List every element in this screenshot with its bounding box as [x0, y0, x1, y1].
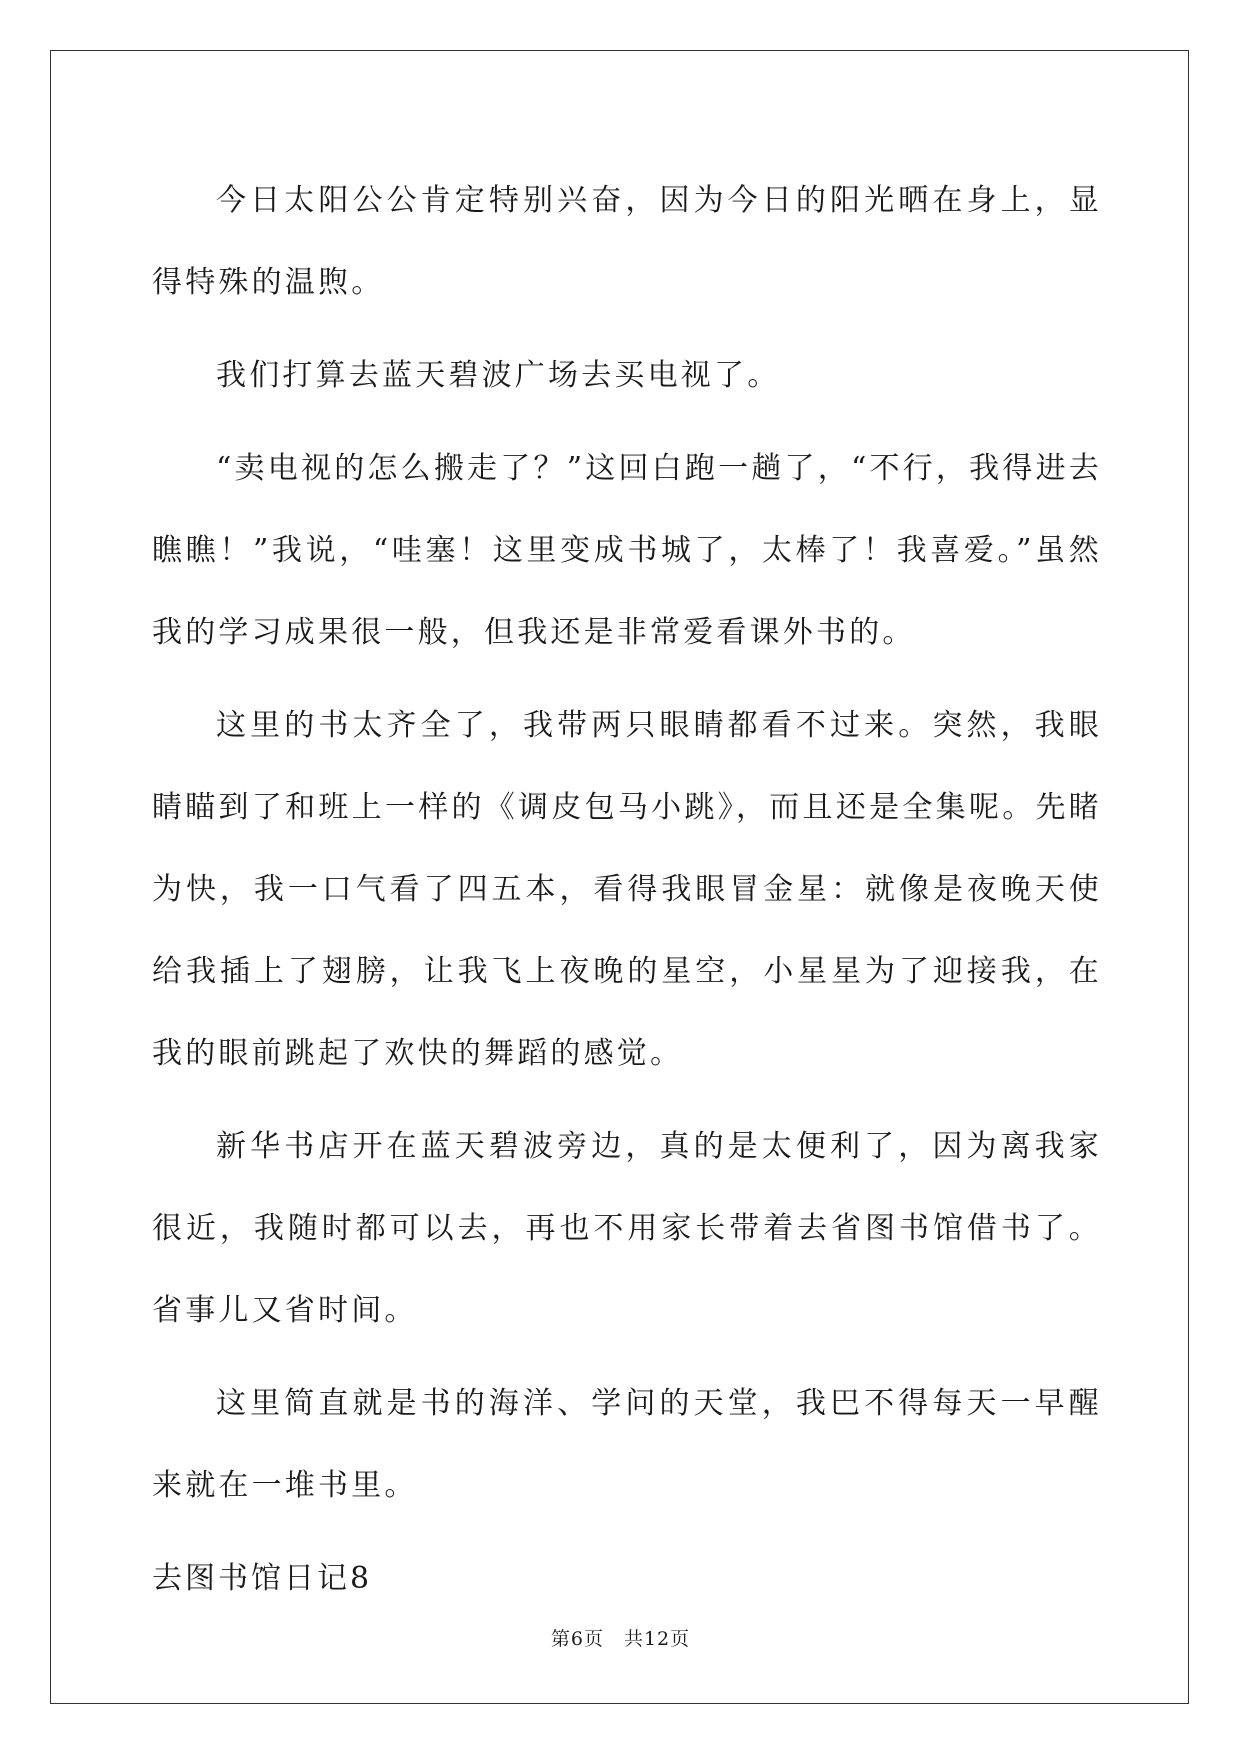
paragraph-3: “卖电视的怎么搬走了？”这回白跑一趟了，“不行，我得进去瞧瞧！”我说，“哇塞！这里变成书城了，太棒了！我喜爱。”虽然我的学习成果很一般，但我还是非常爱看课外书的。	[152, 451, 1102, 650]
paragraph-6: 这里简直就是书的海洋、学问的天堂，我巴不得每天一早醒来就在一堆书里。	[152, 1386, 1102, 1503]
paragraph-1: 今日太阳公公肯定特别兴奋，因为今日的阳光晒在身上，显得特殊的温煦。	[152, 183, 1102, 300]
page-total: 共12页	[623, 1628, 691, 1650]
paragraph-5: 新华书店开在蓝天碧波旁边，真的是太便利了，因为离我家很近，我随时都可以去，再也不用家长带着去省图书馆借书了。省事儿又省时间。	[152, 1129, 1102, 1328]
section-heading: 去图书馆日记8	[152, 1561, 373, 1596]
page-number: 第6页	[550, 1628, 604, 1650]
page-footer	[0, 1624, 1241, 1651]
paragraph-4: 这里的书太齐全了，我带两只眼睛都看不过来。突然，我眼睛瞄到了和班上一样的《调皮包马小跳》，而且还是全集呢。先睹为快，我一口气看了四五本，看得我眼冒金星：就像是夜晚天使给我插上了翅膀，让我飞上夜晚的星空，小星星为了迎接我，在我的眼前跳起了欢快的舞蹈的感觉。	[152, 708, 1102, 1071]
paragraph-2: 我们打算去蓝天碧波广场去买电视了。	[216, 358, 781, 393]
document-body	[152, 160, 1102, 1620]
